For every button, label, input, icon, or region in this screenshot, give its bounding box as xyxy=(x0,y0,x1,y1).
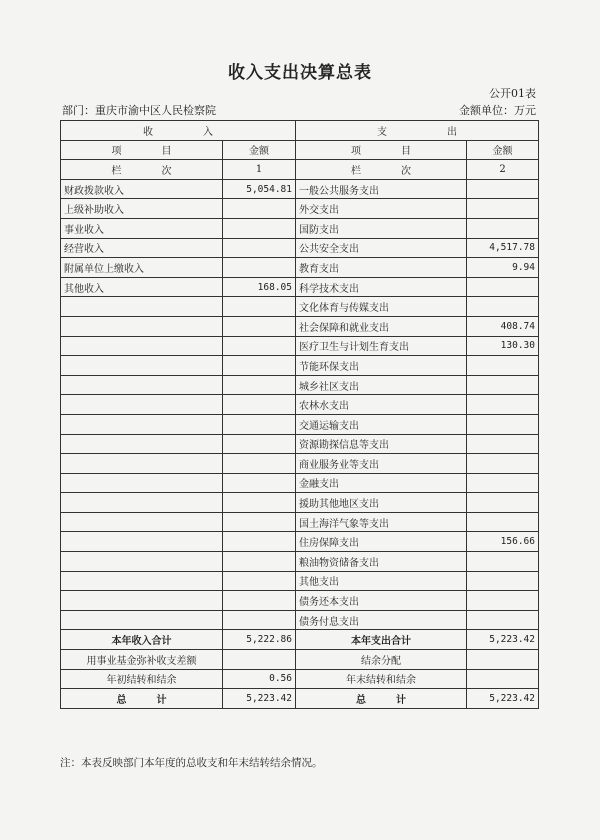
income-item xyxy=(61,454,223,474)
summary-expense-item: 年末结转和结余 xyxy=(296,669,467,689)
expense-amount xyxy=(467,179,539,199)
expense-amount: 156.66 xyxy=(467,532,539,552)
expense-amount xyxy=(467,414,539,434)
expense-item: 医疗卫生与计划生育支出 xyxy=(296,336,467,356)
summary-expense-amount: 5,223.42 xyxy=(467,689,539,709)
expense-amount-header: 金额 xyxy=(467,140,539,160)
income-header: 收 入 xyxy=(61,121,296,141)
income-amount xyxy=(223,473,296,493)
income-item xyxy=(61,473,223,493)
header-row-columns xyxy=(61,140,539,160)
summary-income-amount: 5,223.42 xyxy=(223,689,296,709)
income-item xyxy=(61,571,223,591)
income-item xyxy=(61,434,223,454)
table-row xyxy=(61,493,539,513)
table-row xyxy=(61,336,539,356)
expense-amount xyxy=(467,493,539,513)
expense-amount xyxy=(467,571,539,591)
header-row-sections xyxy=(61,121,539,141)
expense-amount xyxy=(467,552,539,572)
department-label: 部门：重庆市渝中区人民检察院 xyxy=(62,104,216,117)
income-amount xyxy=(223,395,296,415)
table-body xyxy=(61,121,539,709)
expense-amount xyxy=(467,277,539,297)
summary-income-item: 用事业基金弥补收支差额 xyxy=(61,650,223,670)
income-amount xyxy=(223,512,296,532)
summary-income-amount: 5,222.86 xyxy=(223,630,296,650)
table-row xyxy=(61,375,539,395)
table-row xyxy=(61,179,539,199)
income-amount xyxy=(223,238,296,258)
summary-income-amount: 0.56 xyxy=(223,669,296,689)
expense-amount: 4,517.78 xyxy=(467,238,539,258)
expense-item: 文化体育与传媒支出 xyxy=(296,297,467,317)
expense-item: 粮油物资储备支出 xyxy=(296,552,467,572)
income-amount xyxy=(223,493,296,513)
income-item xyxy=(61,395,223,415)
income-item xyxy=(61,356,223,376)
income-item xyxy=(61,316,223,336)
income-amount xyxy=(223,610,296,630)
expense-amount xyxy=(467,610,539,630)
income-column-label: 栏 次 xyxy=(61,160,223,180)
table-row xyxy=(61,356,539,376)
income-amount xyxy=(223,434,296,454)
unit-label: 金额单位：万元 xyxy=(459,104,536,117)
expense-item: 资源勘探信息等支出 xyxy=(296,434,467,454)
income-amount xyxy=(223,414,296,434)
income-amount xyxy=(223,591,296,611)
expense-amount: 408.74 xyxy=(467,316,539,336)
header-row-index xyxy=(61,160,539,180)
table-row xyxy=(61,571,539,591)
income-item: 事业收入 xyxy=(61,218,223,238)
table-row xyxy=(61,473,539,493)
income-amount xyxy=(223,297,296,317)
table-row xyxy=(61,454,539,474)
income-amount-header: 金额 xyxy=(223,140,296,160)
income-amount xyxy=(223,571,296,591)
expense-amount xyxy=(467,591,539,611)
income-amount xyxy=(223,258,296,278)
income-amount xyxy=(223,316,296,336)
expense-amount xyxy=(467,375,539,395)
expense-item: 债务还本支出 xyxy=(296,591,467,611)
income-item-header: 项 目 xyxy=(61,140,223,160)
expense-item: 节能环保支出 xyxy=(296,356,467,376)
expense-item: 外交支出 xyxy=(296,199,467,219)
expense-amount xyxy=(467,434,539,454)
income-item xyxy=(61,493,223,513)
expense-item: 金融支出 xyxy=(296,473,467,493)
expense-amount xyxy=(467,512,539,532)
income-column-number: 1 xyxy=(223,160,296,180)
expense-item: 城乡社区支出 xyxy=(296,375,467,395)
table-row xyxy=(61,532,539,552)
income-item xyxy=(61,591,223,611)
income-amount xyxy=(223,375,296,395)
expense-item: 商业服务业等支出 xyxy=(296,454,467,474)
expense-item: 援助其他地区支出 xyxy=(296,493,467,513)
summary-income-amount xyxy=(223,650,296,670)
expense-amount: 9.94 xyxy=(467,258,539,278)
expense-amount xyxy=(467,454,539,474)
expense-item: 社会保障和就业支出 xyxy=(296,316,467,336)
income-amount xyxy=(223,336,296,356)
footnote: 注：本表反映部门本年度的总收支和年末结转结余情况。 xyxy=(60,757,323,769)
summary-row xyxy=(61,669,539,689)
table-row xyxy=(61,512,539,532)
summary-income-item: 年初结转和结余 xyxy=(61,669,223,689)
income-amount xyxy=(223,532,296,552)
table-row xyxy=(61,258,539,278)
expense-amount xyxy=(467,199,539,219)
summary-expense-item: 本年支出合计 xyxy=(296,630,467,650)
summary-expense-item: 总 计 xyxy=(296,689,467,709)
income-item xyxy=(61,552,223,572)
summary-income-item: 本年收入合计 xyxy=(61,630,223,650)
summary-row xyxy=(61,630,539,650)
income-item xyxy=(61,297,223,317)
income-amount xyxy=(223,454,296,474)
income-item xyxy=(61,414,223,434)
income-amount: 168.05 xyxy=(223,277,296,297)
income-amount xyxy=(223,218,296,238)
expense-amount xyxy=(467,356,539,376)
expense-amount: 130.30 xyxy=(467,336,539,356)
table-row xyxy=(61,414,539,434)
income-item xyxy=(61,532,223,552)
table-row xyxy=(61,218,539,238)
expense-amount xyxy=(467,297,539,317)
summary-row xyxy=(61,689,539,709)
expense-item-header: 项 目 xyxy=(296,140,467,160)
expense-item: 交通运输支出 xyxy=(296,414,467,434)
income-item: 财政拨款收入 xyxy=(61,179,223,199)
expense-amount xyxy=(467,395,539,415)
expense-amount xyxy=(467,473,539,493)
income-amount xyxy=(223,199,296,219)
income-item xyxy=(61,336,223,356)
expense-item: 国土海洋气象等支出 xyxy=(296,512,467,532)
income-item xyxy=(61,512,223,532)
summary-expense-amount: 5,223.42 xyxy=(467,630,539,650)
income-item xyxy=(61,610,223,630)
table-row xyxy=(61,277,539,297)
expense-column-number: 2 xyxy=(467,160,539,180)
income-amount xyxy=(223,356,296,376)
table-row xyxy=(61,238,539,258)
expense-item: 住房保障支出 xyxy=(296,532,467,552)
table-row xyxy=(61,610,539,630)
income-item: 其他收入 xyxy=(61,277,223,297)
income-item: 附属单位上缴收入 xyxy=(61,258,223,278)
income-item: 上级补助收入 xyxy=(61,199,223,219)
table-row xyxy=(61,552,539,572)
form-number: 公开01表 xyxy=(489,87,536,100)
summary-expense-amount xyxy=(467,669,539,689)
expense-item: 一般公共服务支出 xyxy=(296,179,467,199)
table-row xyxy=(61,434,539,454)
summary-expense-item: 结余分配 xyxy=(296,650,467,670)
expense-item: 国防支出 xyxy=(296,218,467,238)
summary-income-item: 总 计 xyxy=(61,689,223,709)
summary-row xyxy=(61,650,539,670)
income-item: 经营收入 xyxy=(61,238,223,258)
expense-item: 科学技术支出 xyxy=(296,277,467,297)
expense-item: 农林水支出 xyxy=(296,395,467,415)
expense-header: 支 出 xyxy=(296,121,539,141)
table-row xyxy=(61,316,539,336)
expense-item: 教育支出 xyxy=(296,258,467,278)
income-item xyxy=(61,375,223,395)
expense-column-label: 栏 次 xyxy=(296,160,467,180)
summary-expense-amount xyxy=(467,650,539,670)
expense-amount xyxy=(467,218,539,238)
expense-item: 公共安全支出 xyxy=(296,238,467,258)
income-amount: 5,054.81 xyxy=(223,179,296,199)
table-row xyxy=(61,199,539,219)
expense-item: 其他支出 xyxy=(296,571,467,591)
income-amount xyxy=(223,552,296,572)
page-title: 收入支出决算总表 xyxy=(228,63,372,83)
budget-table xyxy=(60,120,539,709)
table-row xyxy=(61,395,539,415)
table-row xyxy=(61,297,539,317)
table-row xyxy=(61,591,539,611)
expense-item: 债务付息支出 xyxy=(296,610,467,630)
